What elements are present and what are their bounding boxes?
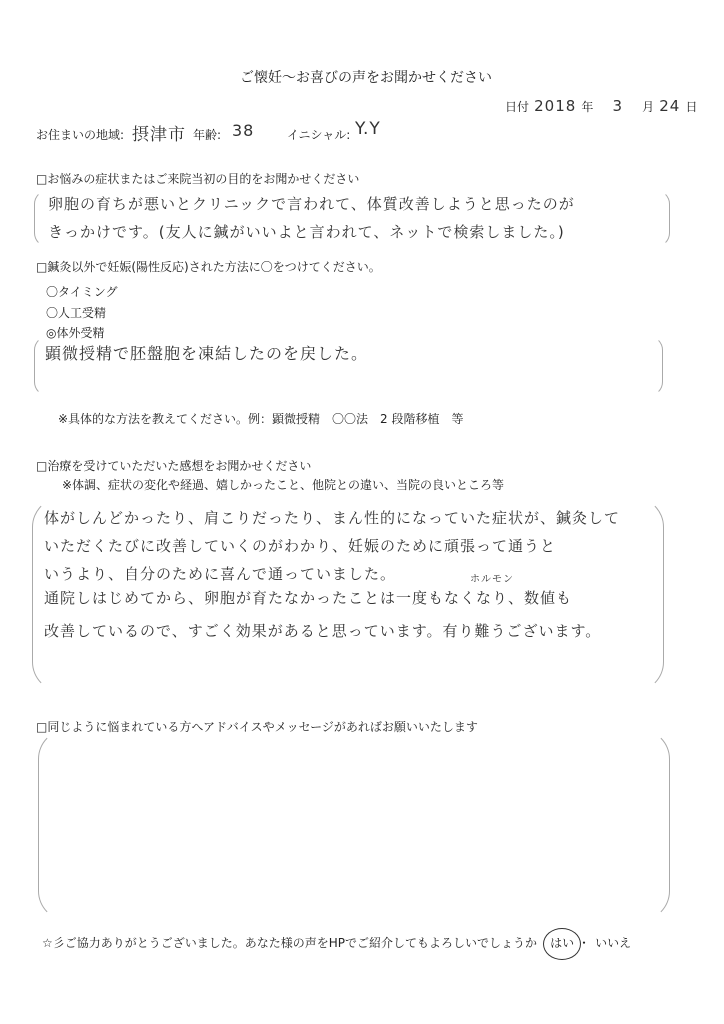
consent-separator: ・ [577,936,590,950]
option-timing: 〇タイミング [46,285,118,299]
initial-value: Y.Y [355,119,381,139]
date-day: 24 [659,97,681,115]
footer-row [42,932,631,951]
month-label: 月 [642,100,655,114]
q3-heading: □治療を受けていただいた感想をお聞かせください [36,459,312,473]
form-title: ご懐妊～お喜びの声をお聞かせください [240,70,492,86]
q1-answer-line: 卵胞の育ちが悪いとクリニックで言われて、体質改善しようと思ったのが [48,195,575,213]
q2-answer: 顕微授精で胚盤胞を凍結したのを戻した。 [45,344,369,363]
year-label: 年 [581,100,594,114]
q1-heading: □お悩みの症状またはご来院当初の目的をお聞かせください [36,172,360,186]
footer-text: ☆彡ご協力ありがとうございました。あなた様の声をHPでご紹介してもよろしいでしょうか [42,936,538,950]
q3-answer-line: 改善しているので、すごく効果があると思っています。有り難うございます。 [44,622,602,640]
yes-circle-mark [543,928,581,960]
age-label: 年齢: [193,128,222,142]
q3-answer-line: 体がしんどかったり、肩こりだったり、まん性的になっていた症状が、鍼灸して [44,509,621,527]
q2-note: ※具体的な方法を教えてください。例：顕微授精 〇〇法 2 段階移植 等 [58,412,464,426]
option-artificial-insemination: 〇人工受精 [46,306,107,320]
q3-answer-line: 通院しはじめてから、卵胞が育たなかったことは一度もなくなり、数値も [44,589,573,607]
day-label: 日 [685,100,698,114]
q1-answer-line: きっかけです。(友人に鍼がいいよと言われて、ネットで検索しました。) [48,223,565,241]
date-year: 2018 [534,97,577,115]
area-value: 摂津市 [132,125,186,145]
age-value: 38 [232,121,255,140]
q4-heading: □同じように悩まれている方へアドバイスやメッセージがあればお願いいたします [36,720,478,734]
option-ivf: ◎体外受精 [46,326,105,340]
q3-subnote: ※体調、症状の変化や経過、嬉しかったこと、他院との違い、当院の良いところ等 [62,478,505,492]
q3-answer-line: いうより、自分のために喜んで通っていました。 [44,565,397,583]
q3-answer-line: いただくたびに改善していくのがわかり、妊娠のために頑張って通うと [44,537,557,555]
q4-answer-box [38,729,670,921]
consent-yes [550,936,578,950]
consent-yes-label: はい [550,936,575,950]
q2-heading: □鍼灸以外で妊娠(陽性反応)された方法に〇をつけてください。 [36,260,381,274]
q3-annotation: ホルモン [470,574,514,585]
consent-no: いいえ [595,936,632,950]
initial-label: イニシャル: [287,128,351,142]
date-month: 3 [612,97,624,115]
date-label: 日付 [505,100,530,114]
area-label: お住まいの地域: [36,128,125,142]
date-row [505,96,697,115]
